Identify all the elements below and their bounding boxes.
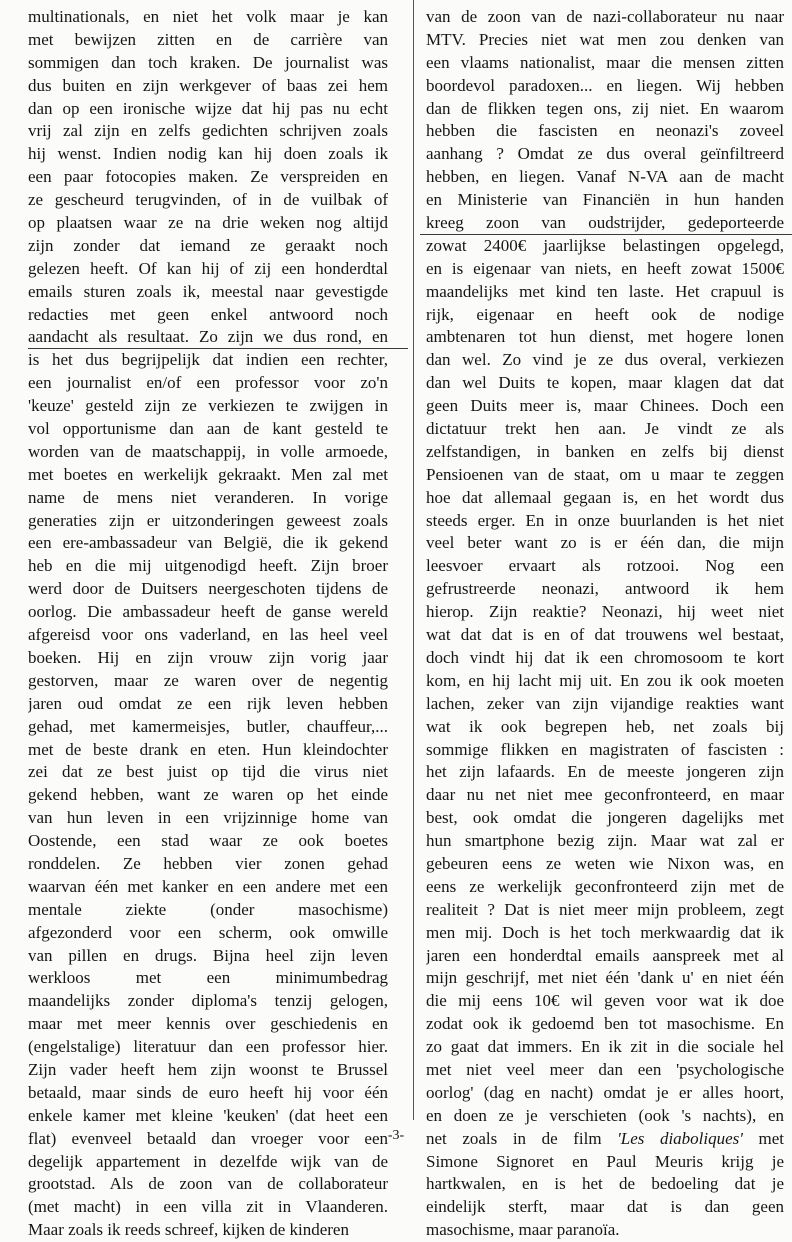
text-line: heb en die mij uitgenodigd heeft. Zijn broer [28, 556, 388, 576]
text-line: zelfstandigen, in banken en zelfs bij dienst [426, 441, 784, 461]
text-line: (met macht) in een villa zit in Vlaanderen. [28, 1197, 388, 1217]
text-line: dan wel Duits te kopen, maar klagen dat dat [426, 373, 784, 393]
text-line: dus buiten en zijn werkgever of baas zei hem [28, 75, 388, 95]
text-line: zodat ook ik gedoemd ben tot masochisme. En [426, 1014, 784, 1034]
text-line: doch vindt hij dat ik een chromosoom te kort [426, 647, 784, 667]
text-line: dan op een ironische wijze dat hij pas nu echt [28, 98, 388, 118]
text-line: eens ze werkelijk geconfronteerd zijn met de [426, 876, 784, 896]
text-line: met de beste drank en eten. Hun kleindochter [28, 739, 388, 759]
text-line: met niet veel meer dan een 'psychologische [426, 1059, 784, 1079]
text-line: een ere-ambassadeur van België, die ik gekend [28, 533, 388, 553]
text-line: lachen, zeker van zijn vijandige reakties want [426, 693, 784, 713]
text-line: best, ook omdat die jongeren dagelijks met [426, 808, 784, 828]
text-column-left [28, 6, 388, 1242]
text-line: dan wel. Zo vind je ze dus overal, verkiezen [426, 350, 784, 370]
text-line: dan de flikken tegen ons, zij niet. En waarom [426, 98, 784, 118]
text-line: gebeuren eens ze weten wie Nixon was, en [426, 853, 784, 873]
text-line: een vlaams nationalist, maar die mensen zitten [426, 52, 784, 72]
text-line: oorlog. Die ambassadeur heeft de ganse wereld [28, 602, 388, 622]
page-number: -3- [387, 1128, 405, 1143]
text-line: zei dat ze best juist op tijd die virus niet [28, 762, 388, 782]
text-line: Zijn vader heeft hem zijn woonst te Brussel [28, 1059, 388, 1079]
text-line: maar met meer kennis over geschiedenis en [28, 1014, 388, 1034]
text-line: flat) evenveel betaald dan vroeger voor een [28, 1128, 388, 1148]
text-line: sommigen dan toch kraken. De journalist was [28, 52, 388, 72]
text-line: aanhang ? Omdat ze dus overal geïnfiltreerd [426, 144, 784, 164]
text-line: hun smartphone bezig zijn. Maar wat zal er [426, 831, 784, 851]
text-line: degelijk appartement in dezelfde wijk van de [28, 1151, 388, 1171]
text-line: wat ik ook begrepen heb, net zoals bij [426, 716, 784, 736]
text-line: eindelijk sterft, maar dat is dan geen [426, 1197, 784, 1217]
text-line: van pillen en drugs. Bijna heel zijn leven [28, 945, 388, 965]
text-line: zijn zonder dat iemand ze geraakt noch [28, 235, 388, 255]
text-line: oorlog' (dag en nacht) omdat je er alles hoort, [426, 1082, 784, 1102]
text-line: geen Duits meer is, maar Chinees. Doch een [426, 396, 784, 416]
text-line: afgereisd voor ons vaderland, en las heel veel [28, 625, 388, 645]
text-line: Simone Signoret en Paul Meuris krijg je [426, 1151, 784, 1171]
text-line: hartkwalen, en is het de bedoeling dat je [426, 1174, 784, 1194]
text-line: hebben, en liegen. Vanaf N-VA aan de macht [426, 167, 784, 187]
text-line: zo gaat dat immers. En ik zit in die sociale hel [426, 1037, 784, 1057]
text-line: vol opportunisme dan aan de kant gesteld te [28, 419, 388, 439]
text-line: vrij zal zijn en zelfs gedichten schrijven zoals [28, 121, 388, 141]
text-line: en Ministerie van Financiën in hun handen [426, 190, 784, 210]
text-line: multinationals, en niet het volk maar je kan [28, 7, 388, 26]
text-line: met bewijzen zitten en de carrière van [28, 29, 388, 49]
text-line: is het dus begrijpelijk dat indien een rechter, [28, 350, 388, 370]
text-line: maandelijks met kind ten laste. Het crapuul is [426, 281, 784, 301]
text-line: men mij. Doch is het toch merkwaardig dat ik [426, 922, 784, 942]
text-line: zowat 2400€ jaarlijkse belastingen opgelegd, [426, 235, 784, 255]
text-line: sommige flikken en magistraten of fascisten : [426, 739, 784, 759]
film-title: 'Les diaboliques' [617, 1128, 743, 1148]
text-line: enkele kamer met kleine 'keuken' (dat heet een [28, 1105, 388, 1125]
text-line: ambtenaren tot hun dienst, met hogere lonen [426, 327, 784, 347]
text-line: aandacht als resultaat. Zo zijn we dus rond, en [28, 327, 388, 347]
text-line: MTV. Precies niet wat men zou denken van [426, 29, 784, 49]
text-line: een journalist en/of een professor voor zo'n [28, 373, 388, 393]
text-line: Pensioenen van de staat, om u maar te zeggen [426, 464, 784, 484]
text-line: hierop. Zijn reaktie? Neonazi, hij weet niet [426, 602, 784, 622]
text-line: gestorven, maar ze waren over de negentig [28, 670, 388, 690]
text-line: name de mens niet veranderen. In vorige [28, 487, 388, 507]
text-line: emails sturen zoals ik, meestal naar gevestigde [28, 281, 388, 301]
text-line: gekend hebben, want ze waren op het einde [28, 785, 388, 805]
text-line: hoe dat allemaal gegaan is, en het wordt dus [426, 487, 784, 507]
film-line-suffix: met [742, 1128, 784, 1148]
text-line: met boetes en werkelijk gekraakt. Men zal met [28, 464, 388, 484]
text-line: boeken. Hij en zijn vrouw zijn vorig jaar [28, 647, 388, 667]
text-line: boordevol paradoxen... en liegen. Wij hebben [426, 75, 784, 95]
text-line: dictatuur trekt hen aan. Je vindt ze als [426, 419, 784, 439]
text-line: ze gescheurd terugvinden, of in de vuilbak of [28, 190, 388, 210]
text-line: op plaatsen waar ze na drie weken nog altijd [28, 213, 388, 233]
text-line: werkloos met een minimumbedrag [28, 968, 388, 988]
text-line: grootstad. Als de zoon van de collaborateur [28, 1174, 388, 1194]
text-line: net zoals in de film 'Les diaboliques' met [426, 1128, 784, 1148]
text-line: hebben die fascisten en neonazi's zoveel [426, 121, 784, 141]
text-line: werd door de Duitsers neergeschoten tijdens de [28, 579, 388, 599]
text-line: kom, en hij lacht mij uit. En zou ik ook moeten [426, 670, 784, 690]
text-line: en doen ze je verschieten (ook 's nachts), en [426, 1105, 784, 1125]
text-line: (engelstalige) literatuur dan een professor hier. [28, 1037, 388, 1057]
text-line: ronddelen. Ze hebben vier zonen gehad [28, 853, 388, 873]
text-line: Maar zoals ik reeds schreef, kijken de kinderen [28, 1220, 349, 1240]
column-divider [413, 0, 414, 1120]
text-line: 'keuze' gesteld zijn ze verkiezen te zwijgen in [28, 396, 388, 416]
text-line: gefrustreerde neonazi, antwoord ik hem [426, 579, 784, 599]
text-line: gelezen heeft. Of kan hij of zij een honderdtal [28, 258, 388, 278]
text-line: mentale ziekte (onder masochisme) [28, 899, 388, 919]
text-line: wat dat dat is en of dat trouwens wel bestaat, [426, 625, 784, 645]
text-line: leesvoer ervaart als rotzooi. Nog een [426, 556, 784, 576]
text-line: waarvan één met kanker en een andere met een [28, 876, 388, 896]
text-line: afgezonderd voor een scherm, ook omwille [28, 922, 388, 942]
text-line: mijn geschrijf, met niet één 'dank u' en niet één [426, 968, 784, 988]
text-column-right [426, 6, 784, 1242]
text-line: jaren oud omdat ze een rijk leven hebben [28, 693, 388, 713]
text-line: die mij eens 10€ wil geven voor wat ik doe [426, 991, 784, 1011]
text-line: kreeg zoon van oudstrijder, gedeporteerde [426, 213, 784, 233]
text-line: redacties met geen enkel antwoord noch [28, 304, 388, 324]
text-line: steeds erger. En in onze buurlanden is het niet [426, 510, 784, 530]
text-line: het zijn lafaards. En de meeste jongeren zijn [426, 762, 784, 782]
text-line: masochisme, maar paranoïa. [426, 1220, 620, 1240]
text-line: realiteit ? Dat is niet meer mijn probleem, zegt [426, 899, 784, 919]
text-line: gehad, met kamermeisjes, butler, chauffeur,... [28, 716, 388, 736]
text-line: rijk, eigenaar en heeft ook de nodige [426, 304, 784, 324]
text-line: jaren een honderdtal emails aanspreek met al [426, 945, 784, 965]
text-line: betaald, maar sinds de euro heeft hij voor één [28, 1082, 388, 1102]
text-line: en is eigenaar van niets, en heeft zowat 1500€ [426, 258, 784, 278]
text-line: daar nu net niet mee geconfronteerd, en maar [426, 785, 784, 805]
text-line: veel beter want zo is er één dan, die mijn [426, 533, 784, 553]
text-line: worden van de maatschappij, in volle armoede, [28, 441, 388, 461]
text-line: een paar fotocopies maken. Ze verspreiden en [28, 167, 388, 187]
text-line: hij wenst. Indien nodig kan hij doen zoals ik [28, 144, 388, 164]
text-line: generaties zijn er uitzonderingen geweest zoals [28, 510, 388, 530]
text-line: van hun leven in een vrijzinnige home van [28, 808, 388, 828]
text-line: van de zoon van de nazi-collaborateur nu naar [426, 7, 784, 26]
text-line: maandelijks zonder diploma's tenzij gelogen, [28, 991, 388, 1011]
text-line: Oostende, een stad waar ze ook boetes [28, 831, 388, 851]
